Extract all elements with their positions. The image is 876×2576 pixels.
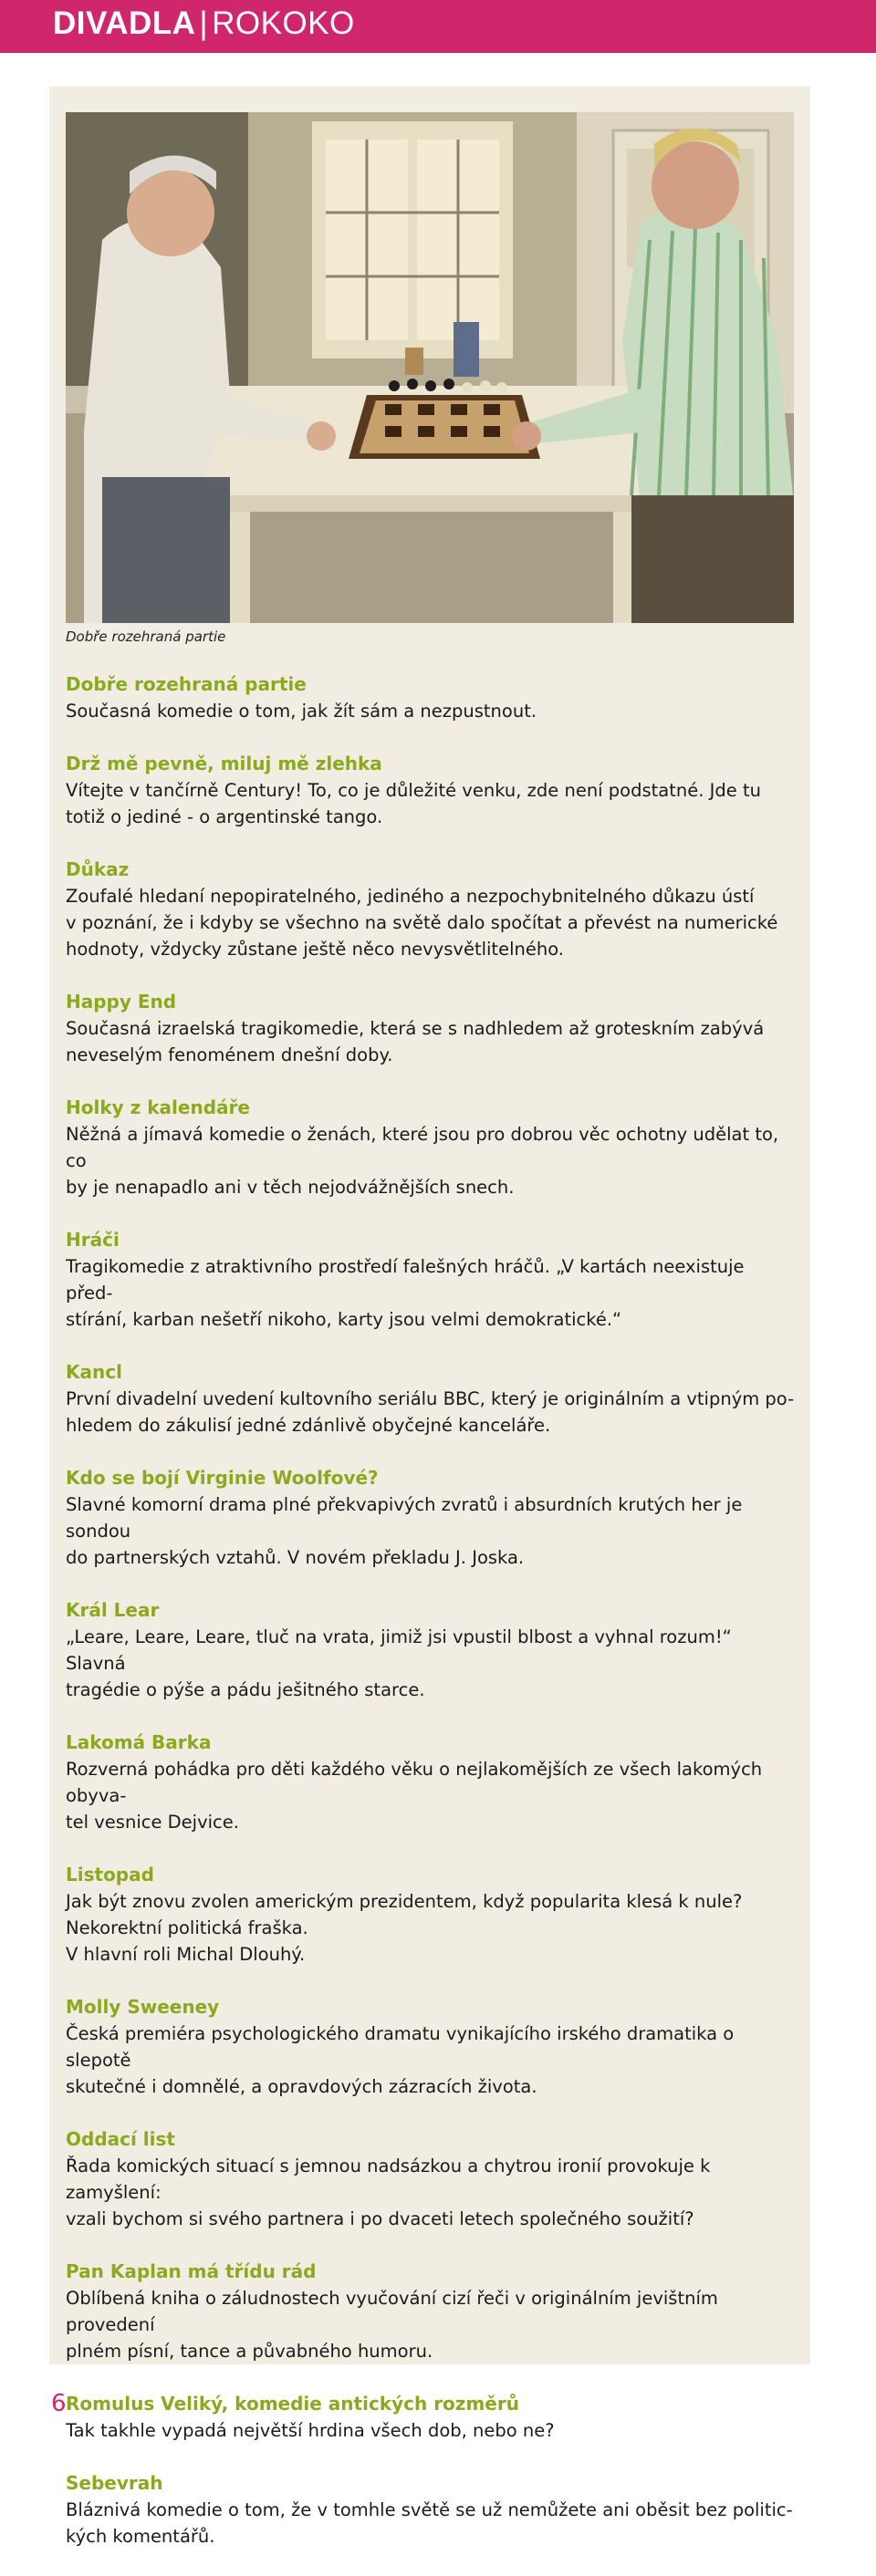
section-header [0,0,876,53]
page-number: 6 [51,2390,67,2417]
play-description: Oblíbená kniha o záludnostech vyučování cizí řeči v originálním jevištním provedení plném písní, tance a půvabného humoru. [66,2288,718,2362]
play-title: Sebevrah [66,2472,163,2494]
play-description: Slavné komorní drama plné překvapivých zvratů i absurdních krutých her je sondou do partnerských vztahů. V novém překladu J. Joska. [66,1494,743,1568]
play-entry [66,2391,796,2444]
play-title: Drž mě pevně, miluj mě zlehka [66,753,382,774]
play-entry [66,2126,796,2232]
play-description: Tragikomedie z atraktivního prostředí falešných hráčů. „V kartách neexistuje před- stírání, karban nešetří nikoho, karty jsou velmi demokratické.“ [66,1256,745,1330]
play-title: Kancl [66,1361,122,1383]
stage-photo [66,112,794,623]
play-title: Listopad [66,1864,154,1885]
play-entry [66,857,796,962]
play-entry [66,2259,796,2364]
section-title [53,4,355,44]
play-description: První divadelní uvedení kultovního seriálu BBC, který je originálním a vtipným po- hledem do zákulisí jedné zdánlivě obyčejné kanceláře. [66,1388,795,1436]
play-title: Romulus Veliký, komedie antických rozměrů [66,2393,519,2415]
play-description: Česká premiéra psychologického dramatu vynikajícího irského dramatika o slepotě skutečné i domnělé, a opravdových zázracích života. [66,2023,735,2097]
play-entry [66,1597,796,1703]
play-title: Molly Sweeney [66,1996,220,2018]
play-title: Král Lear [66,1599,160,1621]
play-title: Oddací list [66,2128,175,2150]
section-title-sub: ROKOKO [212,5,355,41]
play-entry [66,2470,796,2550]
play-entry [66,1465,796,1571]
play-description: Tak takhle vypadá největší hrdina všech dob, nebo ne? [66,2420,555,2441]
play-entry [66,1862,796,1968]
play-title: Důkaz [66,858,130,880]
play-description: Zoufalé hledaní nepopiratelného, jediného a nezpochybnitelného důkazu ústí v poznání, že i kdyby se všechno na světě dalo spočítat a převést na numerické hodnoty, vždycky zůstane ještě něco nevysvětlitelného. [66,886,778,960]
play-description: Něžná a jímavá komedie o ženách, které jsou pro dobrou věc ochotny udělat to, co by je nenapadlo ani v těch nejodvážnějších snech. [66,1124,779,1198]
play-title: Pan Kaplan má třídu rád [66,2260,317,2282]
play-entry [66,1994,796,2100]
play-description: Jak být znovu zvolen americkým prezidentem, když popularita klesá k nule? Nekorektní politická fraška. V hlavní roli Michal Dlouhý. [66,1891,743,1965]
section-title-separator: | [199,5,209,41]
play-entry [66,671,796,724]
play-description: „Leare, Leare, Leare, tluč na vrata, jimiž jsi vpustil blbost a vyhnal rozum!“ Slavná tragédie o pýše a pádu ješitného starce. [66,1626,732,1700]
play-entry [66,751,796,830]
play-entry [66,1227,796,1333]
section-title-main: DIVADLA [53,5,196,41]
play-entry [66,1359,796,1439]
play-description: Současná komedie o tom, jak žít sám a nezpustnout. [66,701,537,722]
play-title: Kdo se bojí Virginie Woolfové? [66,1467,379,1489]
play-title: Hráči [66,1229,120,1251]
play-description: Vítejte v tančírně Century! To, co je důležité venku, zde není podstatné. Jde tu totiž o jediné - o argentinské tango. [66,780,761,827]
play-list [66,671,796,2576]
play-description: Současná izraelská tragikomedie, která se s nadhledem až groteskním zabývá neveselým fenoménem dnešní doby. [66,1018,765,1065]
play-entry [66,1095,796,1200]
play-entry [66,1729,796,1835]
play-title: Lakomá Barka [66,1731,212,1753]
play-entry [66,989,796,1068]
play-description: Řada komických situací s jemnou nadsázkou a chytrou ironií provokuje k zamyšlení: vzali bychom si svého partnera i po dvaceti letech společného soužití? [66,2155,711,2229]
play-title: Happy End [66,991,177,1013]
play-description: Rozverná pohádka pro děti každého věku o nejlakomějších ze všech lakomých obyva- tel vesnice Dejvice. [66,1759,763,1833]
photo-caption: Dobře rozehraná partie [66,628,226,645]
play-title: Dobře rozehraná partie [66,673,307,695]
play-title: Holky z kalendáře [66,1096,250,1118]
play-description: Bláznivá komedie o tom, že v tomhle světě se už nemůžete ani oběsit bez politic- kých komentářů. [66,2499,793,2547]
